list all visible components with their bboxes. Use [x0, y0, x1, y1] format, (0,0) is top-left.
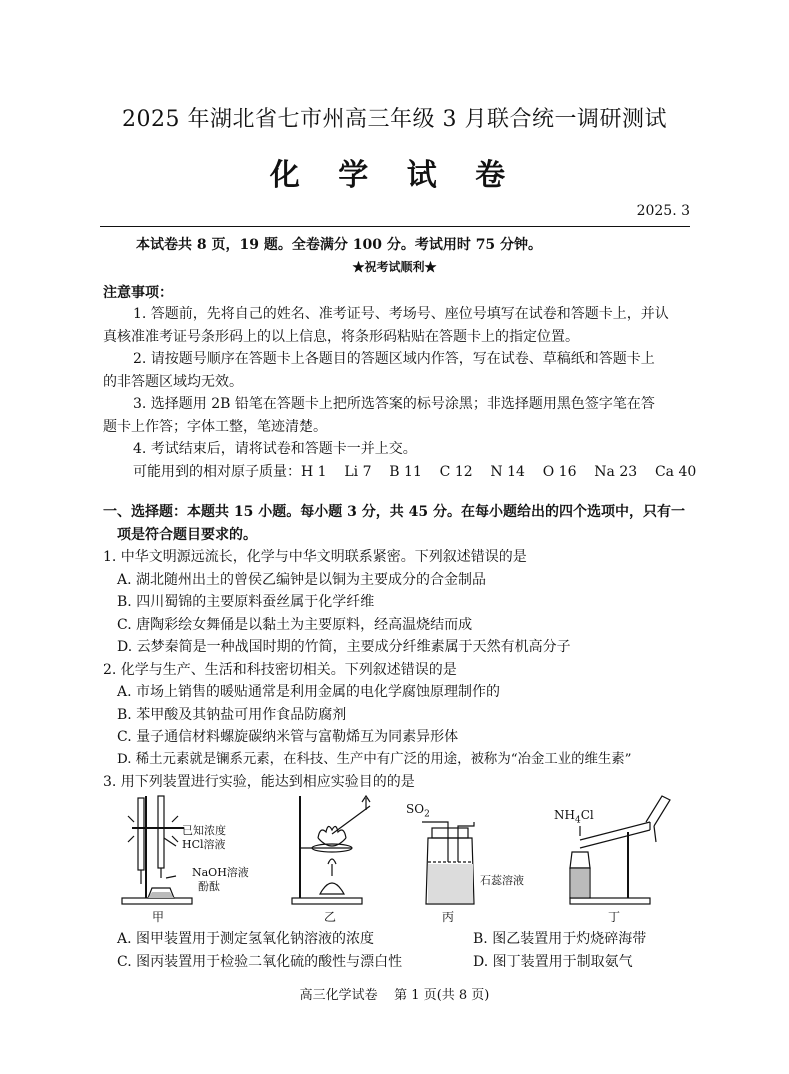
section-one [103, 501, 689, 794]
question-option: C. 唐陶彩绘女舞俑是以黏土为主要原料，经高温烧结而成 [117, 616, 473, 633]
section-heading: 一、选择题：本题共 15 小题。每小题 3 分，共 45 分。在每小题给出的四个选项中，只有一 [103, 504, 685, 520]
apparatus-figures [112, 792, 690, 924]
note-line: 2. 请按题号顺序在答题卡上各题目的答题区域内作答，写在试卷、草稿纸和答题卡上 [133, 351, 655, 367]
question-option: A. 图甲装置用于测定氢氧化钠溶液的浓度 [117, 931, 375, 947]
good-luck-banner: ★祝考试顺利★ [352, 260, 437, 274]
figure-label-bing: 丙 [442, 910, 455, 924]
question-option: D. 云梦秦简是一种战国时期的竹简，主要成分纤维素属于天然有机高分子 [117, 639, 571, 655]
exam-summary: 本试卷共 8 页，19 题。全卷满分 100 分。考试用时 75 分钟。 [136, 237, 543, 253]
litmus-label: 石蕊溶液 [480, 874, 524, 887]
figure-yi [282, 792, 392, 924]
figure-label-jia: 甲 [152, 910, 165, 924]
question-3-options [103, 928, 689, 974]
question-stem: 2. 化学与生产、生活和科技密切相关。下列叙述错误的是 [103, 661, 457, 678]
question-stem: 1. 中华文明源远流长，化学与中华文明联系紧密。下列叙述错误的是 [103, 549, 527, 565]
hcl-label-2: HCl溶液 [182, 838, 226, 851]
crucible-apparatus-diagram [282, 792, 392, 924]
hcl-label: 已知浓度 [182, 824, 226, 837]
note-line: 真核准准考证号条形码上的以上信息，将条形码粘贴在答题卡上的指定位置。 [103, 328, 579, 345]
atomic-masses: 可能用到的相对原子质量：H 1 Li 7 B 11 C 12 N 14 O 16 Na 23 Ca 40 [133, 463, 697, 480]
exam-date: 2025. 3 [636, 203, 690, 219]
question-option: A. 市场上销售的暖贴通常是利用金属的电化学腐蚀原理制作的 [117, 684, 501, 700]
figure-label-ding: 丁 [608, 910, 621, 924]
page-footer: 高三化学试卷 第 1 页(共 8 页) [299, 988, 490, 1003]
note-line: 题卡上作答；字体工整，笔迹清楚。 [103, 418, 327, 435]
exam-title: 2025 年湖北省七市州高三年级 3 月联合统一调研测试 [122, 107, 667, 132]
notes-list [103, 303, 697, 483]
notes-heading: 注意事项： [103, 285, 173, 301]
section-heading: 项是符合题目要求的。 [117, 526, 257, 543]
titration-apparatus-diagram [112, 792, 262, 924]
so2-label: $SO_2$ [406, 802, 430, 820]
question-option: B. 苯甲酸及其钠盐可用作食品防腐剂 [117, 706, 347, 723]
question-option: D. 图丁装置用于制取氨气 [473, 954, 633, 970]
question-option: C. 量子通信材料螺旋碳纳米管与富勒烯互为同素异形体 [117, 729, 459, 745]
question-option: D. 稀土元素就是镧系元素，在科技、生产中有广泛的用途，被称为“冶金工业的维生素” [117, 751, 632, 767]
note-line: 4. 考试结束后，请将试卷和答题卡一并上交。 [133, 441, 417, 457]
note-line: 的非答题区域均无效。 [103, 373, 243, 390]
figure-ding [550, 792, 690, 924]
subject-title: 化 学 试 卷 [269, 158, 520, 193]
question-stem: 3. 用下列装置进行实验，能达到相应实验目的的是 [103, 774, 415, 790]
question-option: B. 四川蜀锦的主要原料蚕丝属于化学纤维 [117, 594, 375, 610]
question-option: B. 图乙装置用于灼烧碎海带 [473, 931, 647, 947]
figure-label-yi: 乙 [324, 910, 337, 924]
note-line: 3. 选择题用 2B 铅笔在答题卡上把所选答案的标号涂黑；非选择题用黑色签字笔在答 [133, 396, 655, 412]
figure-bing [402, 792, 542, 924]
naoh-label: NaOH溶液 [192, 866, 249, 879]
question-option: A. 湖北随州出土的曾侯乙编钟是以铜为主要成分的合金制品 [117, 571, 487, 588]
note-line: 1. 答题前，先将自己的姓名、准考证号、考场号、座位号填写在试卷和答题卡上，并认 [133, 306, 669, 322]
phenolphthalein-label: 酚酞 [198, 880, 220, 893]
header-divider [100, 226, 690, 227]
figure-jia [112, 792, 262, 924]
question-option: C. 图丙装置用于检验二氧化硫的酸性与漂白性 [117, 954, 403, 970]
nh4cl-label: $NH_4Cl$ [554, 808, 594, 826]
